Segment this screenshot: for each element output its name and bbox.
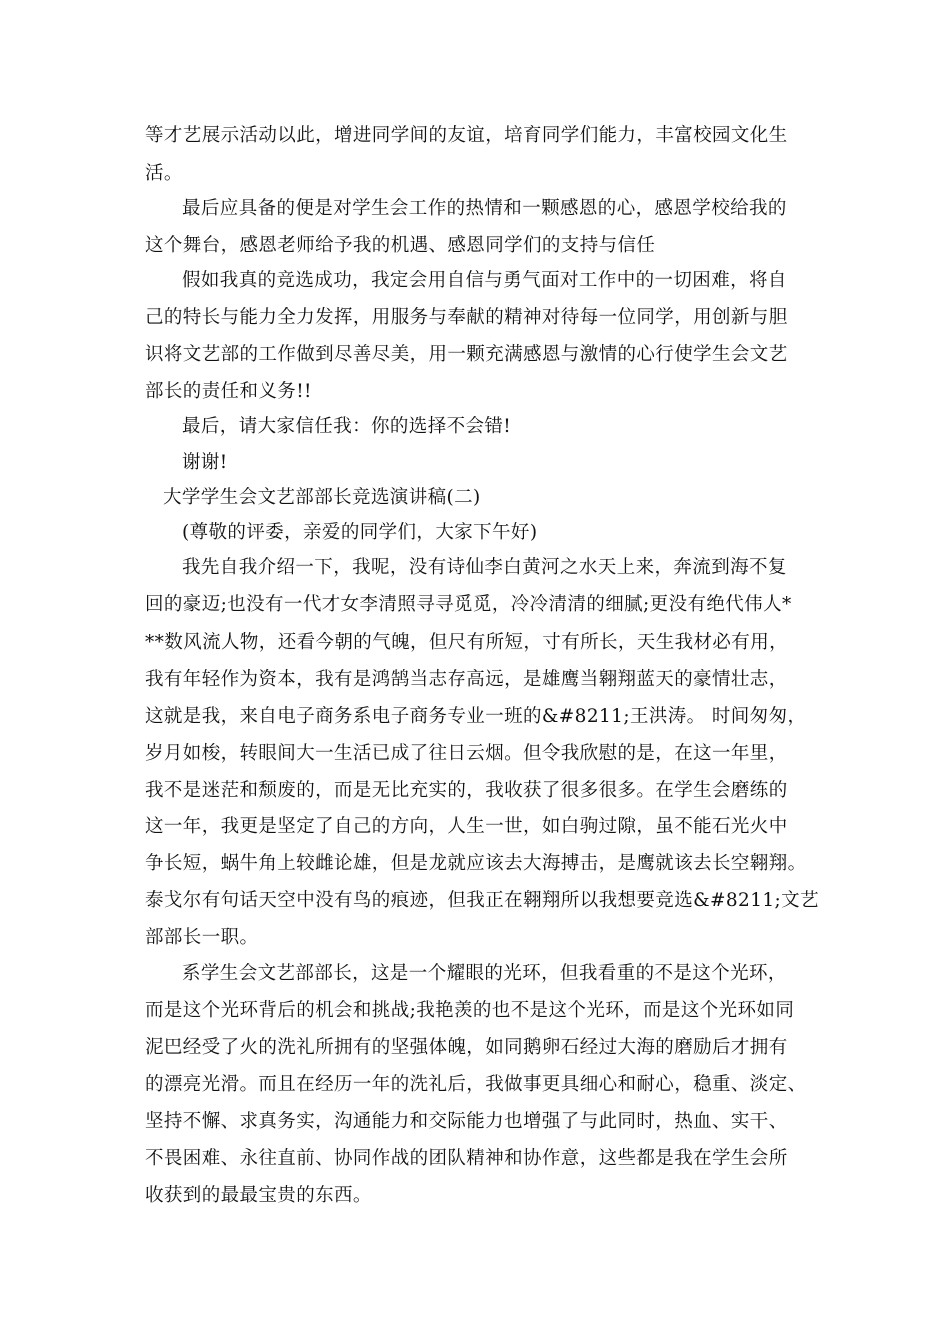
paragraph-line: 我先自我介绍一下，我呢，没有诗仙李白黄河之水天上来，奔流到海不复	[182, 557, 787, 578]
paragraph-line: 的漂亮光滑。而且在经历一年的洗礼后，我做事更具细心和耐心，稳重、淡定、	[145, 1074, 807, 1095]
paragraph-line: 谢谢!	[182, 452, 228, 473]
paragraph-line: **数风流人物，还看今朝的气魄，但尺有所短，寸有所长，天生我材必有用，	[145, 632, 789, 653]
paragraph-line: 不畏困难、永往直前、协同作战的团队精神和协作意，这些都是我在学生会所	[145, 1148, 788, 1169]
paragraph-line: 假如我真的竞选成功，我定会用自信与勇气面对工作中的一切困难，将自	[182, 270, 787, 291]
paragraph-line: 我有年轻作为资本，我有是鸿鹄当志存高远，是雄鹰当翱翔蓝天的豪情壮志，	[145, 669, 788, 690]
paragraph-line: 这一年，我更是坚定了自己的方向，人生一世，如白驹过隙，虽不能石光火中	[145, 816, 788, 837]
paragraph-line: 这就是我，来自电子商务系电子商务专业一班的&#8211;王洪涛。 时间匆匆，	[145, 706, 807, 727]
paragraph-line: 等才艺展示活动以此，增进同学间的友谊，培育同学们能力，丰富校园文化生	[145, 125, 788, 146]
paragraph-line: 识将文艺部的工作做到尽善尽美，用一颗充满感恩与激情的心行使学生会文艺	[145, 344, 788, 365]
paragraph-line: 而是这个光环背后的机会和挑战;我艳羡的也不是这个光环，而是这个光环如同	[145, 1000, 795, 1021]
paragraph-line: 这个舞台，感恩老师给予我的机遇、感恩同学们的支持与信任	[145, 235, 656, 256]
paragraph-line: 争长短，蜗牛角上较雌论雄，但是龙就应该去大海搏击，是鹰就该去长空翱翔。	[145, 853, 807, 874]
paragraph-line: 活。	[145, 163, 183, 184]
paragraph-line: 己的特长与能力全力发挥，用服务与奉献的精神对待每一位同学，用创新与胆	[145, 307, 788, 328]
paragraph-line: 收获到的最最宝贵的东西。	[145, 1185, 372, 1206]
paragraph-line: 岁月如梭，转眼间大一生活已成了往日云烟。但令我欣慰的是，在这一年里，	[145, 743, 788, 764]
paragraph-line: 部长的责任和义务!!	[145, 381, 312, 402]
paragraph-line: 我不是迷茫和颓废的，而是无比充实的，我收获了很多很多。在学生会磨练的	[145, 780, 788, 801]
paragraph-line: 泥巴经受了火的洗礼所拥有的坚强体魄，如同鹅卵石经过大海的磨励后才拥有	[145, 1037, 788, 1058]
paragraph-line: 泰戈尔有句话天空中没有鸟的痕迹，但我正在翱翔所以我想要竞选&#8211;文艺	[145, 890, 819, 911]
paragraph-line: 最后应具备的便是对学生会工作的热情和一颗感恩的心，感恩学校给我的	[182, 198, 787, 219]
greeting-line: (尊敬的评委，亲爱的同学们，大家下午好)	[182, 522, 538, 543]
paragraph-line: 最后，请大家信任我：你的选择不会错!	[182, 416, 512, 437]
paragraph-line: 部部长一职。	[145, 927, 259, 948]
paragraph-line: 回的豪迈;也没有一代才女李清照寻寻觅觅，冷冷清清的细腻;更没有绝代伟人*	[145, 594, 792, 615]
paragraph-line: 系学生会文艺部部长，这是一个耀眼的光环，但我看重的不是这个光环，	[182, 963, 787, 984]
paragraph-line: 坚持不懈、求真务实，沟通能力和交际能力也增强了与此同时，热血、实干、	[145, 1111, 788, 1132]
section-title: 大学学生会文艺部部长竞选演讲稿(二)	[163, 487, 481, 508]
